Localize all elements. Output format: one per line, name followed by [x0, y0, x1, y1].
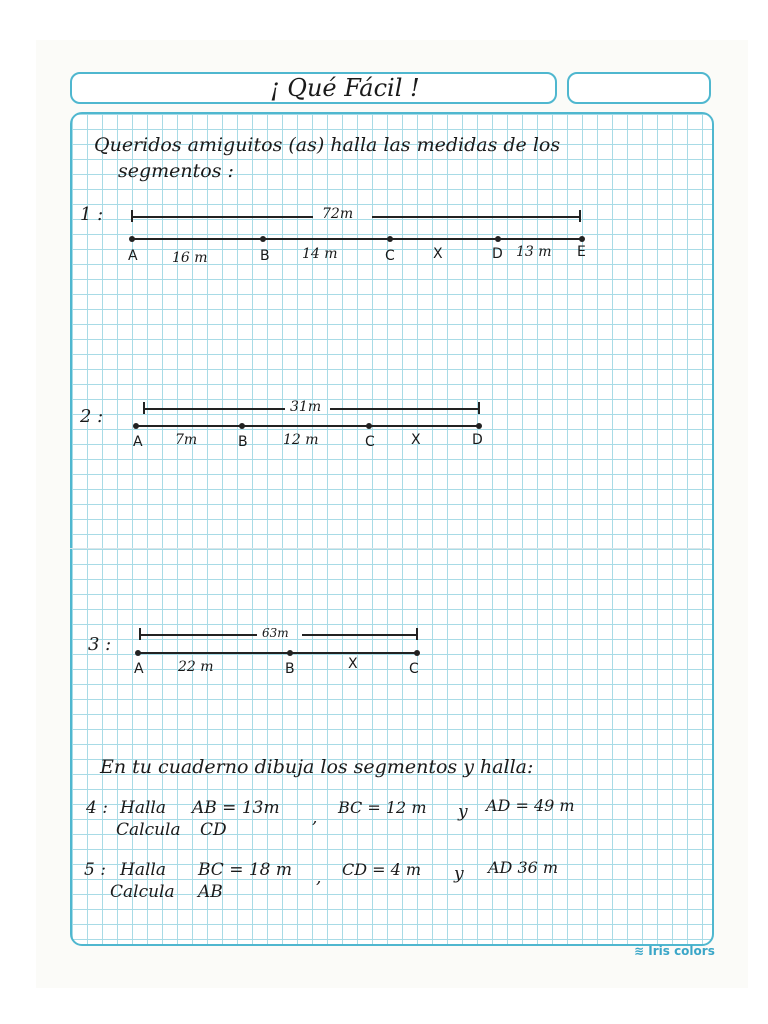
p5-bc-value: BC = 18 m [198, 860, 293, 880]
p1-measure-de: 13 m [516, 244, 552, 260]
p3-total-line-left [139, 634, 257, 636]
p1-point-b [260, 236, 266, 242]
p3-total-tick-right [416, 628, 418, 640]
p3-measure-ab: 22 m [178, 659, 214, 675]
instruction-line-1: Queridos amiguitos (as) halla las medidas de los [94, 134, 561, 156]
p1-measure-cd: X [433, 246, 443, 262]
p1-total-tick-right [579, 210, 581, 222]
p1-point-e [579, 236, 585, 242]
p1-segment [131, 238, 583, 240]
p2-measure-cd: X [411, 432, 421, 448]
p4-ad-value: AD = 49 m [486, 796, 575, 815]
fold-line [70, 548, 710, 549]
p5-halla: Halla [120, 860, 166, 880]
p2-total-line-right [330, 408, 480, 410]
p1-total-line-right [372, 216, 581, 218]
brand-logo-text: Iris colors [648, 944, 715, 958]
problem-1-number: 1 : [80, 204, 104, 225]
p4-ab-value: AB = 13m [192, 798, 280, 818]
p3-segment [137, 652, 418, 654]
p2-total-tick-right [478, 402, 480, 414]
p1-measure-bc: 14 m [302, 246, 338, 262]
p1-point-d [495, 236, 501, 242]
p3-point-b [287, 650, 293, 656]
date-box [567, 72, 711, 104]
p2-point-b [239, 423, 245, 429]
brand-logo [634, 944, 715, 958]
section-2-heading: En tu cuaderno dibuja los segmentos y halla: [100, 756, 534, 778]
p1-point-a [129, 236, 135, 242]
p2-point-c [366, 423, 372, 429]
page-title: ¡ Qué Fácil ! [270, 74, 420, 102]
p1-label-b: B [260, 248, 270, 264]
instruction-line-2: segmentos : [118, 160, 234, 182]
p1-total-line-left [131, 216, 313, 218]
p2-total-label: 31m [290, 399, 322, 415]
p2-label-c: C [365, 434, 375, 450]
p3-label-b: B [285, 661, 295, 677]
p1-label-e: E [577, 244, 586, 260]
p3-label-c: C [409, 661, 419, 677]
problem-4-number: 4 : [86, 798, 108, 818]
p2-point-d [476, 423, 482, 429]
p2-point-a [133, 423, 139, 429]
p4-bc-value: BC = 12 m [338, 798, 427, 817]
problem-3-number: 3 : [88, 634, 112, 655]
p3-total-line-right [302, 634, 418, 636]
p1-total-label: 72m [322, 206, 354, 222]
p3-point-a [135, 650, 141, 656]
p5-calcula: Calcula [110, 882, 175, 902]
p2-label-b: B [238, 434, 248, 450]
p1-point-c [387, 236, 393, 242]
p2-label-a: A [133, 434, 143, 450]
p2-label-d: D [472, 432, 483, 448]
p5-cd-value: CD = 4 m [342, 860, 422, 879]
p5-ab: AB [198, 882, 223, 902]
p1-measure-ab: 16 m [172, 250, 208, 266]
p4-cd: CD [200, 820, 227, 840]
problem-5-number: 5 : [84, 860, 106, 880]
p4-halla: Halla [120, 798, 166, 818]
p1-label-d: D [492, 246, 503, 262]
p3-total-label: 63m [262, 626, 289, 640]
p3-point-c [414, 650, 420, 656]
p2-segment [135, 425, 481, 427]
problem-2-number: 2 : [80, 406, 104, 427]
p4-calcula: Calcula [116, 820, 181, 840]
p2-measure-bc: 12 m [283, 432, 319, 448]
p1-label-c: C [385, 248, 395, 264]
iris-logo-icon: ≋ [634, 944, 645, 958]
p3-measure-bc: X [348, 656, 358, 672]
p5-comma: , [316, 868, 322, 888]
p1-label-a: A [128, 248, 138, 264]
p5-y: y [454, 864, 464, 884]
p2-measure-ab: 7m [175, 432, 198, 448]
p4-y: y [458, 802, 468, 822]
p2-total-line-left [143, 408, 285, 410]
p4-comma: , [312, 808, 318, 828]
p5-ad-value: AD 36 m [488, 858, 559, 877]
p3-label-a: A [134, 661, 144, 677]
